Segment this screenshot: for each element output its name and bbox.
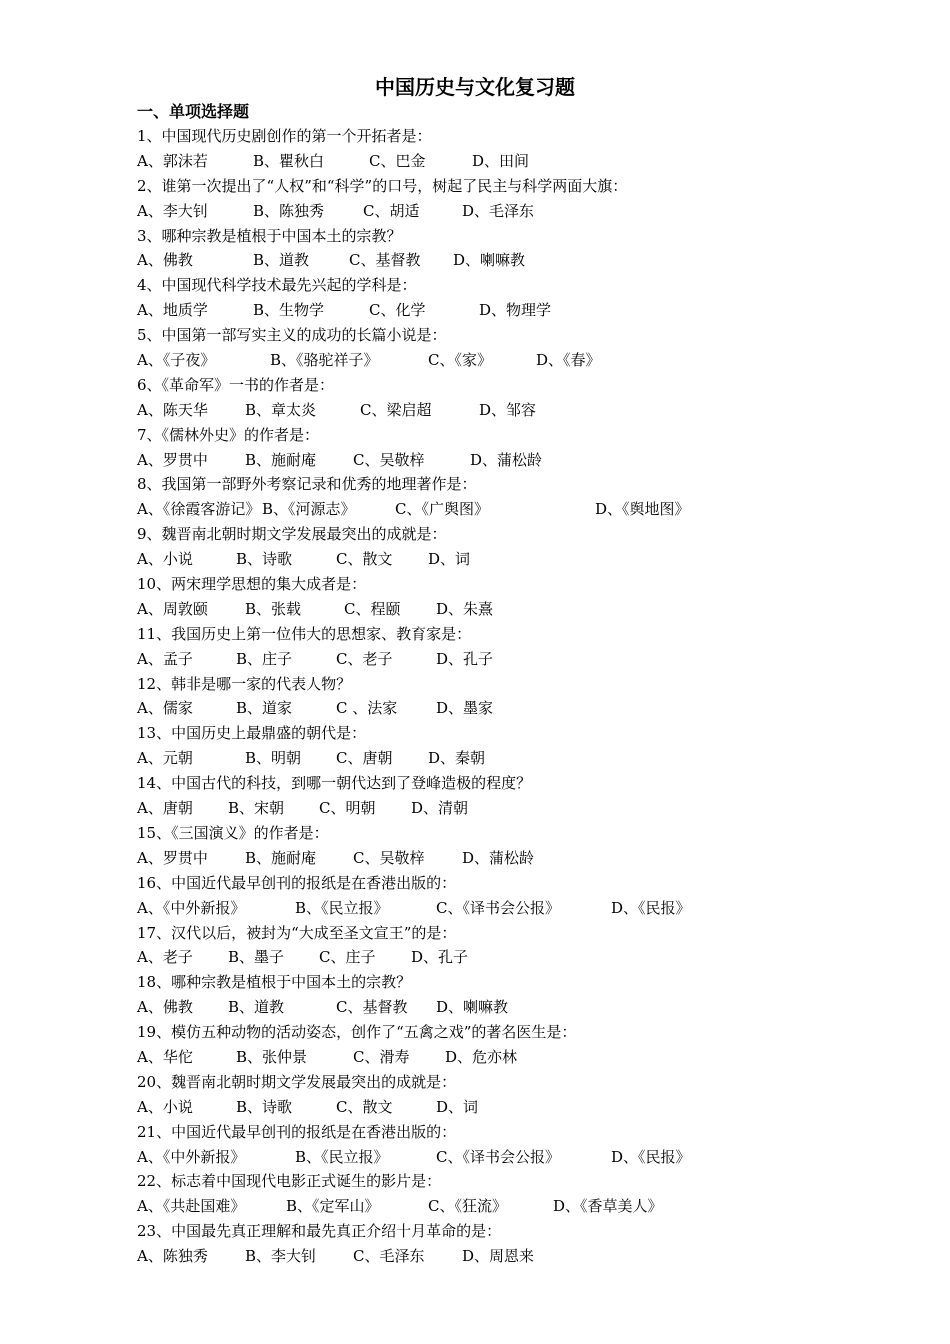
question-text: 5、中国第一部写实主义的成功的长篇小说是：	[137, 326, 447, 345]
question-text: 19、模仿五种动物的活动姿态，创作了“五禽之戏”的著名医生是：	[137, 1023, 577, 1042]
option-d: D、孔子	[411, 948, 469, 967]
option-c: C、《译书会公报》	[436, 898, 560, 917]
option-b: B、陈独秀	[253, 201, 325, 220]
option-c: C、胡适	[363, 201, 420, 220]
options-row	[137, 298, 917, 323]
section-heading: 一、单项选择题	[137, 102, 250, 121]
option-a: A、孟子	[137, 649, 193, 668]
option-a: A、《子夜》	[137, 351, 216, 370]
options-row	[137, 746, 917, 771]
options-row	[137, 1194, 917, 1219]
options-row	[137, 1244, 917, 1269]
option-d: D、危亦林	[445, 1047, 518, 1066]
question-text: 15、《三国演义》的作者是：	[137, 823, 329, 842]
options-row	[137, 1145, 917, 1170]
option-d: D、物理学	[479, 301, 552, 320]
options-row	[137, 995, 917, 1020]
options-row	[137, 547, 917, 572]
option-b: B、《民立报》	[295, 898, 389, 917]
question-text: 1、中国现代历史剧创作的第一个开拓者是：	[137, 127, 432, 145]
question-text: 13、中国历史上最鼎盛的朝代是：	[137, 724, 367, 743]
option-c: C、《广舆图》	[395, 500, 489, 519]
option-c: C、散文	[336, 1097, 393, 1116]
option-a: A、郭沫若	[137, 151, 208, 170]
option-a: A、陈天华	[137, 400, 208, 419]
option-a: A、《徐霞客游记》	[137, 500, 261, 519]
option-d: D、秦朝	[428, 749, 486, 768]
option-d: D、《舆地图》	[595, 500, 690, 519]
option-a: A、小说	[137, 550, 193, 569]
question-text: 21、中国近代最早创刊的报纸是在香港出版的：	[137, 1122, 457, 1141]
option-c: C、庄子	[319, 948, 376, 967]
option-d: D、孔子	[436, 649, 494, 668]
option-d: D、喇嘛教	[453, 251, 526, 270]
options-row	[137, 348, 917, 373]
question-text: 4、中国现代科学技术最先兴起的学科是：	[137, 276, 417, 295]
question-text: 7、《儒林外史》的作者是：	[137, 425, 320, 444]
options-row	[137, 199, 917, 224]
option-b: B、章太炎	[245, 400, 317, 419]
option-c: C、唐朝	[336, 749, 393, 768]
option-a: A、《共赴国难》	[137, 1197, 246, 1216]
option-a: A、《中外新报》	[137, 898, 246, 917]
option-b: B、张载	[245, 599, 302, 618]
option-a: A、佛教	[137, 998, 193, 1017]
option-d: D、喇嘛教	[436, 998, 509, 1017]
options-row	[137, 248, 917, 273]
option-b: B、《民立报》	[295, 1147, 389, 1166]
options-row	[137, 597, 917, 622]
option-a: A、唐朝	[137, 799, 193, 818]
option-c: C、散文	[336, 550, 393, 569]
option-b: B、生物学	[253, 301, 325, 320]
option-c: C、吴敬梓	[353, 848, 425, 867]
question-text: 8、我国第一部野外考察记录和优秀的地理著作是：	[137, 475, 477, 494]
option-d: D、蒲松龄	[470, 450, 543, 469]
option-b: B、诗歌	[236, 550, 293, 569]
option-d: D、词	[436, 1097, 479, 1116]
option-d: D、朱熹	[436, 599, 494, 618]
option-b: B、李大钊	[245, 1247, 317, 1266]
option-d: D、《民报》	[611, 898, 691, 917]
option-a: A、小说	[137, 1097, 193, 1116]
option-d: D、邹容	[479, 400, 537, 419]
options-row	[137, 696, 917, 721]
option-d: D、蒲松龄	[462, 848, 535, 867]
question-text: 23、中国最先真正理解和最先真正介绍十月革命的是：	[137, 1222, 502, 1241]
question-text: 17、汉代以后，被封为“大成至圣文宣王”的是：	[137, 923, 457, 942]
option-c: C、《家》	[428, 351, 492, 370]
question-list	[137, 124, 917, 1269]
question-text: 11、我国历史上第一位伟大的思想家、教育家是：	[137, 624, 472, 643]
option-a: A、老子	[137, 948, 193, 967]
option-d: D、《民报》	[611, 1147, 691, 1166]
question-text: 9、魏晋南北朝时期文学发展最突出的成就是：	[137, 525, 447, 544]
option-b: B、《定军山》	[286, 1197, 380, 1216]
options-row	[137, 497, 917, 522]
question-text: 12、韩非是哪一家的代表人物？	[137, 674, 352, 693]
options-row	[137, 896, 917, 921]
option-b: B、道教	[228, 998, 285, 1017]
option-c: C、巴金	[369, 151, 426, 170]
options-row	[137, 796, 917, 821]
question-text: 10、两宋理学思想的集大成者是：	[137, 575, 367, 594]
option-c: C、基督教	[349, 251, 421, 270]
option-c: C、程颐	[344, 599, 401, 618]
option-c: C、化学	[369, 301, 426, 320]
option-a: A、罗贯中	[137, 450, 208, 469]
option-b: B、庄子	[236, 649, 293, 668]
option-a: A、《中外新报》	[137, 1147, 246, 1166]
options-row	[137, 448, 917, 473]
options-row	[137, 1045, 917, 1070]
option-d: D、田间	[472, 151, 530, 170]
option-a: A、元朝	[137, 749, 193, 768]
option-b: B、瞿秋白	[253, 151, 325, 170]
options-row	[137, 149, 917, 174]
option-a: A、地质学	[137, 301, 208, 320]
question-text: 6、《革命军》一书的作者是：	[137, 375, 335, 394]
option-d: D、清朝	[411, 799, 469, 818]
option-c: C、梁启超	[360, 400, 432, 419]
option-c: C、基督教	[336, 998, 408, 1017]
option-c: C、明朝	[319, 799, 376, 818]
option-a: A、华佗	[137, 1047, 193, 1066]
question-text: 16、中国近代最早创刊的报纸是在香港出版的：	[137, 873, 457, 892]
option-c: C、滑寿	[353, 1047, 410, 1066]
question-text: 3、哪种宗教是植根于中国本土的宗教？	[137, 226, 402, 245]
option-d: D、《香草美人》	[553, 1197, 663, 1216]
question-text: 20、魏晋南北朝时期文学发展最突出的成就是：	[137, 1072, 457, 1091]
option-a: A、罗贯中	[137, 848, 208, 867]
option-c: C、《狂流》	[428, 1197, 507, 1216]
option-c: C、吴敬梓	[353, 450, 425, 469]
question-text: 22、标志着中国现代电影正式诞生的影片是：	[137, 1172, 442, 1191]
option-c: C、老子	[336, 649, 393, 668]
option-b: B、张仲景	[236, 1047, 308, 1066]
option-a: A、周敦颐	[137, 599, 208, 618]
option-c: C、毛泽东	[353, 1247, 425, 1266]
question-text: 18、哪种宗教是植根于中国本土的宗教？	[137, 973, 412, 992]
option-a: A、陈独秀	[137, 1247, 208, 1266]
option-b: B、明朝	[245, 749, 302, 768]
option-b: B、《骆驼祥子》	[270, 351, 379, 370]
option-d: D、词	[428, 550, 471, 569]
option-b: B、宋朝	[228, 799, 285, 818]
option-b: B、诗歌	[236, 1097, 293, 1116]
option-d: D、毛泽东	[462, 201, 535, 220]
option-b: B、《河源志》	[262, 500, 356, 519]
option-d: D、墨家	[436, 699, 494, 718]
question-text: 14、中国古代的科技，到哪一朝代达到了登峰造极的程度？	[137, 774, 532, 793]
options-row	[137, 945, 917, 970]
option-b: B、施耐庵	[245, 450, 317, 469]
options-row	[137, 1095, 917, 1120]
question-text: 2、谁第一次提出了“人权”和“科学”的口号，树起了民主与科学两面大旗：	[137, 176, 628, 195]
document-title: 中国历史与文化复习题	[375, 75, 575, 99]
option-a: A、佛教	[137, 251, 193, 270]
option-b: B、道教	[253, 251, 310, 270]
option-d: D、《春》	[536, 351, 601, 370]
option-b: B、道家	[236, 699, 293, 718]
option-c: C、《译书会公报》	[436, 1147, 560, 1166]
option-b: B、墨子	[228, 948, 285, 967]
option-c: C 、法家	[336, 699, 398, 718]
option-b: B、施耐庵	[245, 848, 317, 867]
options-row	[137, 647, 917, 672]
options-row	[137, 398, 917, 423]
option-a: A、儒家	[137, 699, 193, 718]
option-d: D、周恩来	[462, 1247, 535, 1266]
options-row	[137, 846, 917, 871]
option-a: A、李大钊	[137, 201, 208, 220]
